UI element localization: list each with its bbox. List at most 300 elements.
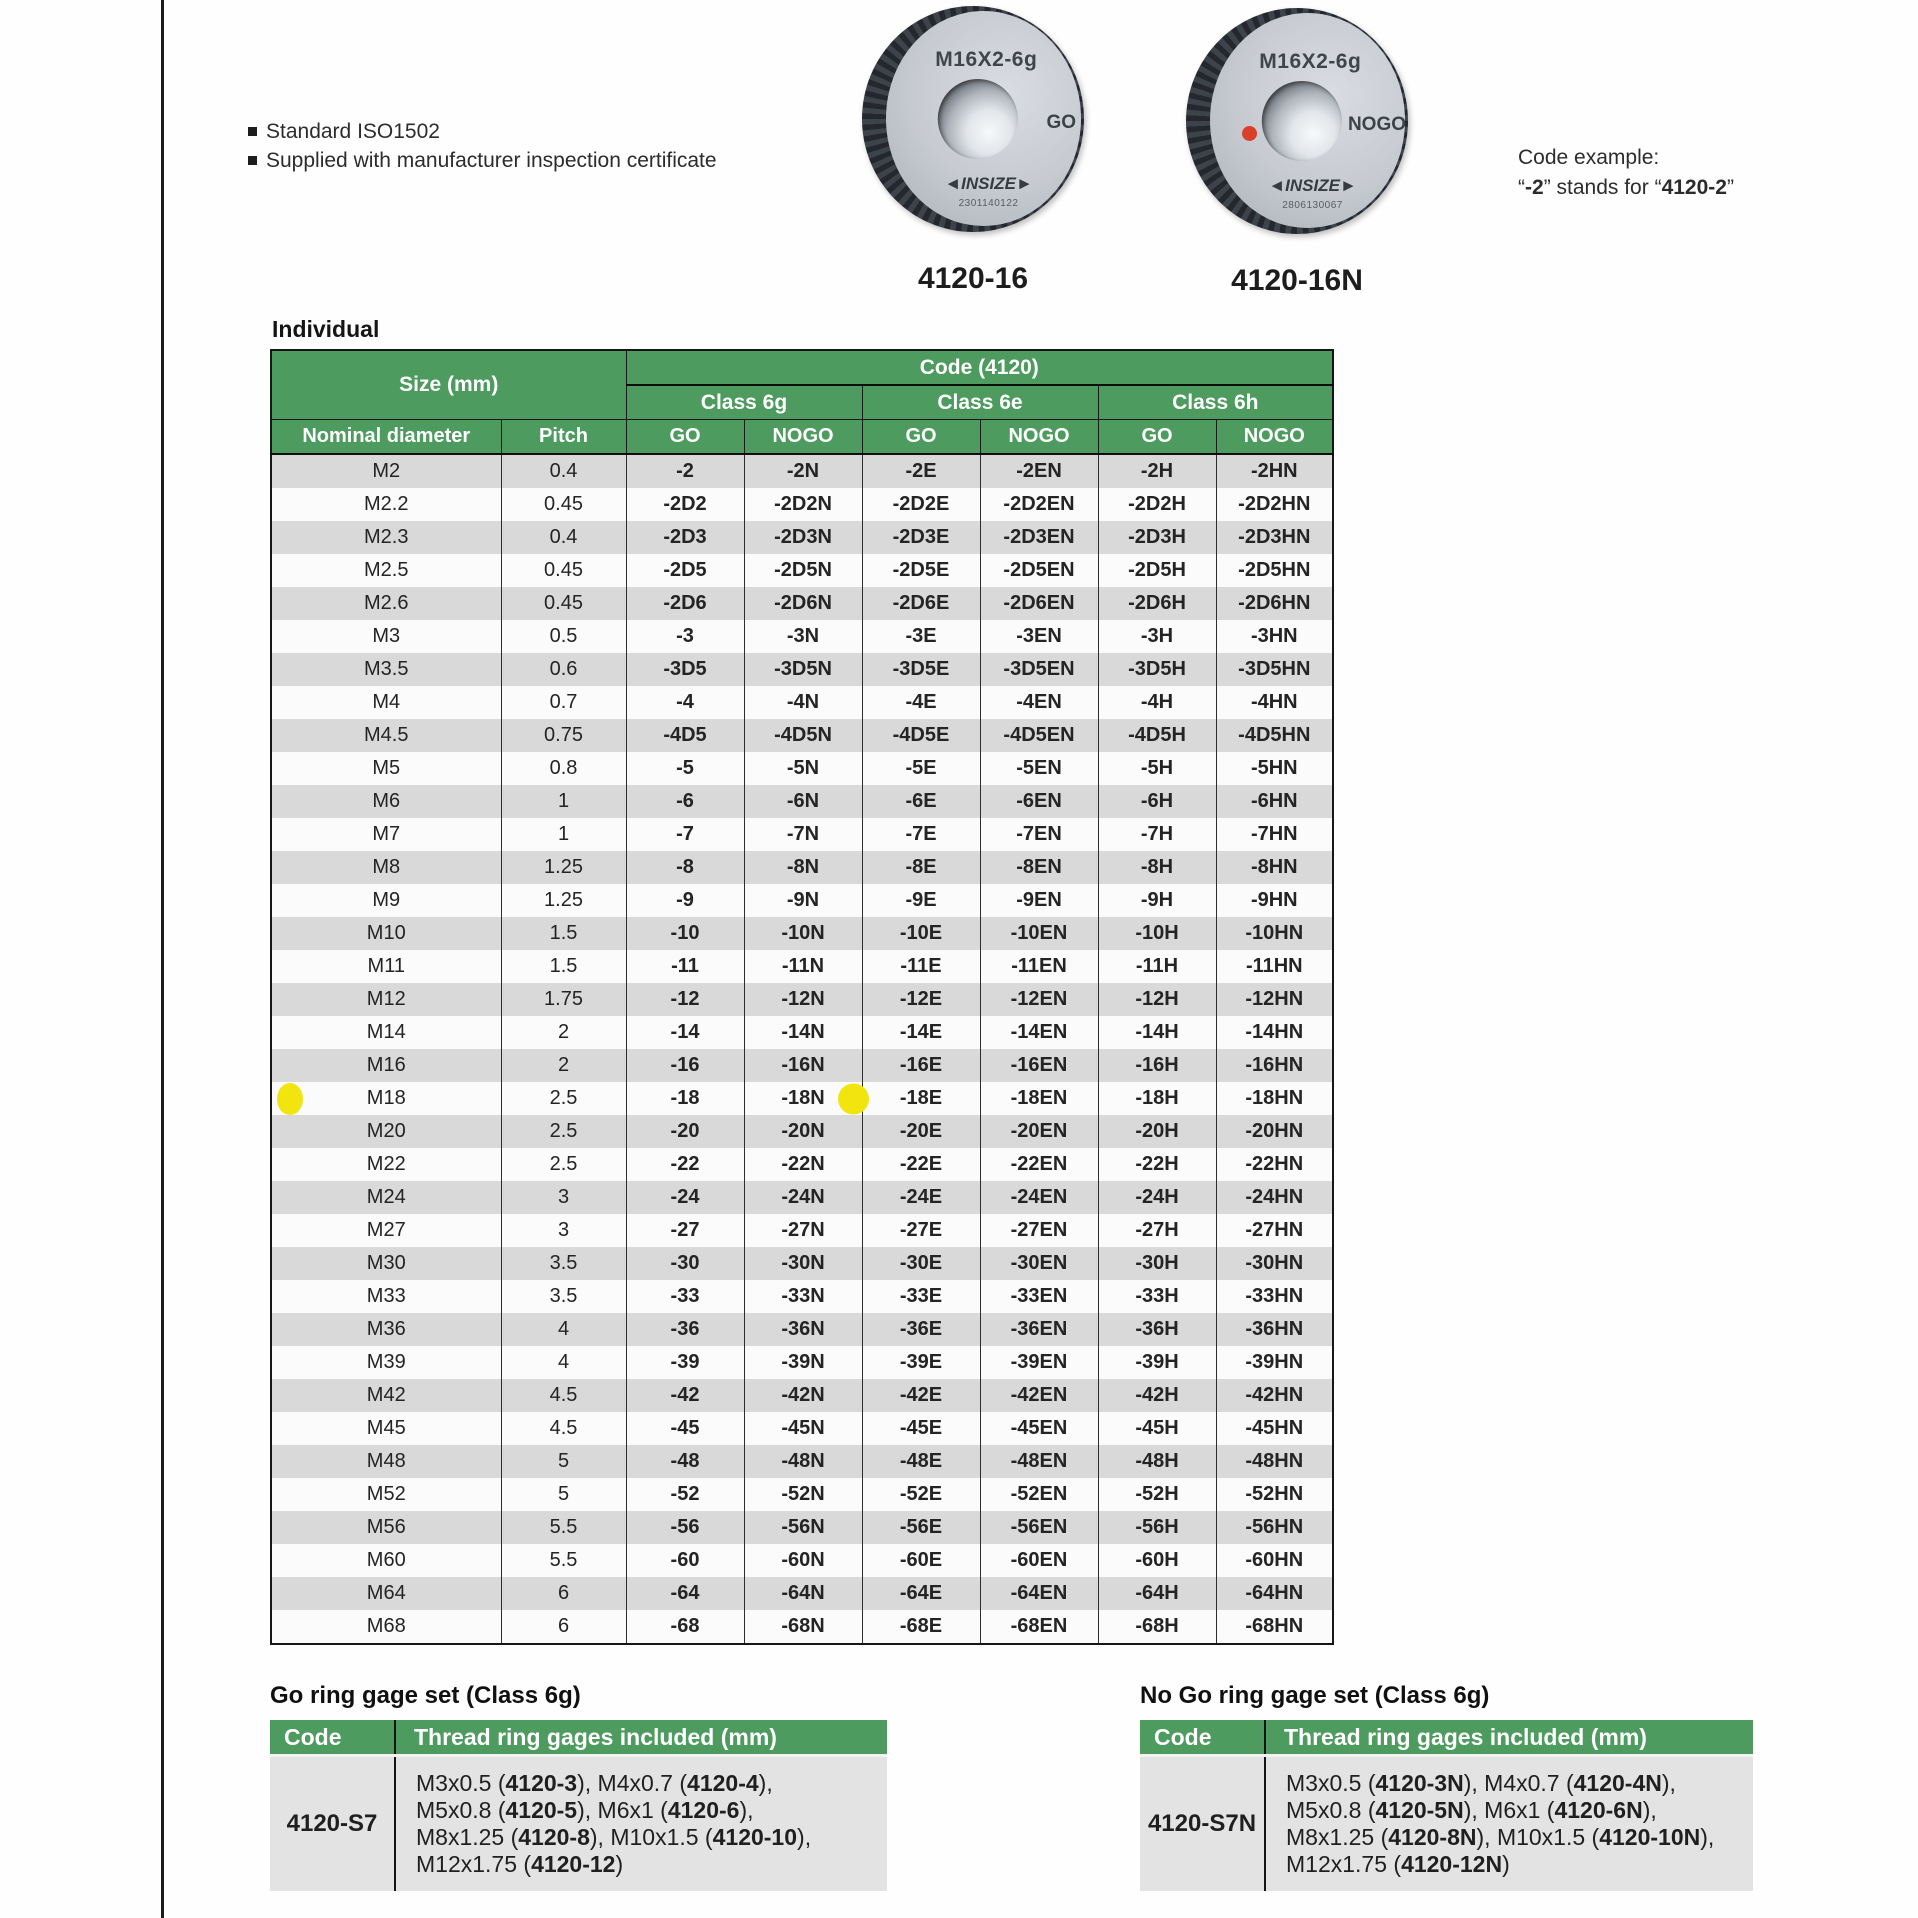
pitch-cell: 5 [501,1445,626,1478]
code-cell: -9 [626,884,744,917]
code-cell: -42E [862,1379,980,1412]
nominal-diameter-cell: M22 [271,1148,501,1181]
code-cell: -48N [744,1445,862,1478]
code-cell: -14EN [980,1016,1098,1049]
code-cell: -56E [862,1511,980,1544]
nominal-diameter-cell: M4.5 [271,719,501,752]
bullet-text: Supplied with manufacturer inspection certificate [266,149,717,172]
size-row-M22 [271,1148,1333,1181]
code-cell: -27HN [1216,1214,1333,1247]
product-code-caption: 4120-16 [917,262,1029,295]
class-6g-header: Class 6g [626,385,862,420]
product-code-caption: 4120-16N [1231,264,1363,297]
code-cell: -18H [1098,1082,1216,1115]
code-cell: -27H [1098,1214,1216,1247]
size-row-M2.6 [271,587,1333,620]
pitch-cell: 4.5 [501,1412,626,1445]
code-cell: -64N [744,1577,862,1610]
size-row-M9 [271,884,1333,917]
yellow-highlight-dot [838,1083,869,1114]
code-cell: -4D5 [626,719,744,752]
code-cell: -2D3HN [1216,521,1333,554]
code-cell: -39N [744,1346,862,1379]
nominal-diameter-cell: M11 [271,950,501,983]
code-cell: -52HN [1216,1478,1333,1511]
go-marking: GO [1046,112,1076,133]
code-cell: -45 [626,1412,744,1445]
code-cell: -20H [1098,1115,1216,1148]
pitch-cell: 3.5 [501,1280,626,1313]
code-example-text: “-2” stands for “4120-2” [1518,176,1734,199]
code-cell: -20E [862,1115,980,1148]
nominal-diameter-cell: M33 [271,1280,501,1313]
code-cell: -2D2HN [1216,488,1333,521]
nominal-diameter-cell: M68 [271,1610,501,1644]
pitch-cell: 2.5 [501,1115,626,1148]
code-cell: -7 [626,818,744,851]
nominal-diameter-cell: M6 [271,785,501,818]
code-cell: -22H [1098,1148,1216,1181]
code-cell: -56 [626,1511,744,1544]
code-cell: -5H [1098,752,1216,785]
code-cell: -14 [626,1016,744,1049]
code-cell: -42H [1098,1379,1216,1412]
code-cell: -56EN [980,1511,1098,1544]
pitch-cell: 0.7 [501,686,626,719]
bullet-text: Standard ISO1502 [266,120,440,143]
code-cell: -36N [744,1313,862,1346]
code-cell: -11 [626,950,744,983]
size-row-M3.5 [271,653,1333,686]
size-row-M48 [271,1445,1333,1478]
code-cell: -39H [1098,1346,1216,1379]
set-gages-line: M5x0.8 (4120-5), M6x1 (4120-6), [416,1797,754,1823]
code-cell: -22E [862,1148,980,1181]
code-cell: -42 [626,1379,744,1412]
code-cell: -9HN [1216,884,1333,917]
nominal-diameter-cell: M10 [271,917,501,950]
code-cell: -3N [744,620,862,653]
code-cell: -6H [1098,785,1216,818]
nominal-diameter-cell: M2.6 [271,587,501,620]
code-cell: -39 [626,1346,744,1379]
size-row-M8 [271,851,1333,884]
code-cell: -8EN [980,851,1098,884]
pitch-cell: 1 [501,818,626,851]
size-row-M42 [271,1379,1333,1412]
code-cell: -64EN [980,1577,1098,1610]
code-cell: -2 [626,454,744,488]
nominal-diameter-cell: M30 [271,1247,501,1280]
set-gages-header: Thread ring gages included (mm) [1265,1720,1753,1756]
set-code-header: Code [1140,1720,1265,1756]
size-row-M7 [271,818,1333,851]
code-cell: -3D5N [744,653,862,686]
code-cell: -7N [744,818,862,851]
nominal-diameter-cell: M56 [271,1511,501,1544]
nominal-diameter-cell: M9 [271,884,501,917]
pitch-cell: 5.5 [501,1544,626,1577]
size-row-M68 [271,1610,1333,1644]
nominal-diameter-cell: M2.5 [271,554,501,587]
code-cell: -48H [1098,1445,1216,1478]
code-cell: -12EN [980,983,1098,1016]
size-row-M33 [271,1280,1333,1313]
code-cell: -3D5HN [1216,653,1333,686]
code-cell: -2D2 [626,488,744,521]
pitch-cell: 4.5 [501,1379,626,1412]
nominal-diameter-cell: M2 [271,454,501,488]
individual-size-code-table [270,349,1334,1645]
pitch-cell: 4 [501,1313,626,1346]
code-cell: -18N [744,1082,862,1115]
set-gages-line: M3x0.5 (4120-3N), M4x0.7 (4120-4N), [1286,1770,1676,1796]
size-row-M14 [271,1016,1333,1049]
code-cell: -11N [744,950,862,983]
code-cell: -10 [626,917,744,950]
code-cell: -12HN [1216,983,1333,1016]
code-cell: -64 [626,1577,744,1610]
code-cell: -9N [744,884,862,917]
size-row-M18 [271,1082,1333,1115]
pitch-header: Pitch [501,420,626,455]
nogo-set-title: No Go ring gage set (Class 6g) [1140,1682,1490,1709]
code-cell: -4H [1098,686,1216,719]
code-cell: -14E [862,1016,980,1049]
feature-bullets [248,120,717,178]
nogo-6e-header: NOGO [980,420,1098,455]
code-cell: -11HN [1216,950,1333,983]
code-cell: -39HN [1216,1346,1333,1379]
code-cell: -4D5E [862,719,980,752]
size-row-M2 [271,454,1333,488]
code-cell: -4D5N [744,719,862,752]
code-cell: -42HN [1216,1379,1333,1412]
code-cell: -8N [744,851,862,884]
code-cell: -24EN [980,1181,1098,1214]
code-cell: -45H [1098,1412,1216,1445]
code-cell: -2HN [1216,454,1333,488]
code-cell: -12E [862,983,980,1016]
pitch-cell: 0.4 [501,454,626,488]
code-cell: -5EN [980,752,1098,785]
go-6g-header: GO [626,420,744,455]
go-set-section [270,1682,887,1891]
nominal-diameter-cell: M2.2 [271,488,501,521]
nominal-diameter-cell: M3.5 [271,653,501,686]
code-cell: -20 [626,1115,744,1148]
pitch-cell: 0.45 [501,554,626,587]
nominal-diameter-cell: M7 [271,818,501,851]
code-cell: -64HN [1216,1577,1333,1610]
size-row-M4.5 [271,719,1333,752]
pitch-cell: 3 [501,1214,626,1247]
go-set-title: Go ring gage set (Class 6g) [270,1682,581,1709]
code-cell: -24H [1098,1181,1216,1214]
code-cell: -5HN [1216,752,1333,785]
insize-logo: ◄INSIZE► [1268,176,1357,195]
code-cell: -4EN [980,686,1098,719]
code-cell: -18HN [1216,1082,1333,1115]
code-cell: -2D5EN [980,554,1098,587]
nominal-diameter-cell: M4 [271,686,501,719]
code-cell: -2H [1098,454,1216,488]
code-cell: -2D2E [862,488,980,521]
code-cell: -30H [1098,1247,1216,1280]
code-cell: -9EN [980,884,1098,917]
class-6e-header: Class 6e [862,385,1098,420]
size-row-M45 [271,1412,1333,1445]
code-cell: -3E [862,620,980,653]
code-cell: -2D6HN [1216,587,1333,620]
code-cell: -2EN [980,454,1098,488]
nominal-diameter-cell: M14 [271,1016,501,1049]
code-cell: -10HN [1216,917,1333,950]
code-cell: -14HN [1216,1016,1333,1049]
pitch-cell: 5.5 [501,1511,626,1544]
code-cell: -18E [862,1082,980,1115]
code-cell: -48E [862,1445,980,1478]
set-gages-list [395,1756,887,1892]
code-cell: -24HN [1216,1181,1333,1214]
code-cell: -10E [862,917,980,950]
code-cell: -30N [744,1247,862,1280]
nominal-diameter-cell: M45 [271,1412,501,1445]
pitch-cell: 6 [501,1577,626,1610]
code-cell: -6EN [980,785,1098,818]
pitch-cell: 1.75 [501,983,626,1016]
code-cell: -14H [1098,1016,1216,1049]
code-cell: -48HN [1216,1445,1333,1478]
size-row-M64 [271,1577,1333,1610]
nominal-diameter-cell: M20 [271,1115,501,1148]
code-cell: -8HN [1216,851,1333,884]
code-cell: -27EN [980,1214,1098,1247]
pitch-cell: 2 [501,1049,626,1082]
code-cell: -9E [862,884,980,917]
nominal-diameter-cell: M39 [271,1346,501,1379]
go-6e-header: GO [862,420,980,455]
code-cell: -27N [744,1214,862,1247]
insize-logo: ◄INSIZE► [944,174,1033,193]
code-cell: -2D6 [626,587,744,620]
yellow-highlight-dot [277,1083,303,1115]
code-cell: -48 [626,1445,744,1478]
code-cell: -56H [1098,1511,1216,1544]
pitch-cell: 0.8 [501,752,626,785]
code-cell: -11EN [980,950,1098,983]
pitch-cell: 1.5 [501,917,626,950]
code-cell: -2D5H [1098,554,1216,587]
nogo-6g-header: NOGO [744,420,862,455]
code-cell: -16 [626,1049,744,1082]
ring-serial-number: 2806130067 [1282,200,1343,211]
code-cell: -60E [862,1544,980,1577]
set-code-header: Code [270,1720,395,1756]
code-cell: -27E [862,1214,980,1247]
set-gages-line: M3x0.5 (4120-3), M4x0.7 (4120-4), [416,1770,773,1796]
code-cell: -2D2H [1098,488,1216,521]
pitch-cell: 0.6 [501,653,626,686]
code-cell: -30 [626,1247,744,1280]
size-row-M39 [271,1346,1333,1379]
nogo-marking: NOGO [1347,114,1406,135]
code-cell: -52E [862,1478,980,1511]
code-cell: -68HN [1216,1610,1333,1644]
size-row-M2.5 [271,554,1333,587]
code-cell: -3H [1098,620,1216,653]
code-cell: -12H [1098,983,1216,1016]
set-gages-line: M12x1.75 (4120-12N) [1286,1851,1510,1877]
code-cell: -22 [626,1148,744,1181]
code-cell: -36E [862,1313,980,1346]
code-cell: -20N [744,1115,862,1148]
code-cell: -36HN [1216,1313,1333,1346]
nominal-diameter-cell: M8 [271,851,501,884]
code-cell: -64E [862,1577,980,1610]
code-cell: -8E [862,851,980,884]
code-cell: -6HN [1216,785,1333,818]
code-cell: -4N [744,686,862,719]
code-cell: -16H [1098,1049,1216,1082]
code-cell: -11E [862,950,980,983]
code-cell: -22N [744,1148,862,1181]
code-cell: -3EN [980,620,1098,653]
code-cell: -2D2N [744,488,862,521]
code-cell: -2D5HN [1216,554,1333,587]
code-cell: -33N [744,1280,862,1313]
page-edge-rule [161,0,164,1918]
code-example-note [1518,143,1734,203]
code-cell: -60HN [1216,1544,1333,1577]
code-cell: -30E [862,1247,980,1280]
class-6h-header: Class 6h [1098,385,1333,420]
code-cell: -3D5 [626,653,744,686]
square-bullet-icon [248,127,257,136]
code-cell: -10N [744,917,862,950]
code-cell: -16E [862,1049,980,1082]
code-cell: -68H [1098,1610,1216,1644]
code-cell: -24N [744,1181,862,1214]
pitch-cell: 0.75 [501,719,626,752]
code-cell: -36 [626,1313,744,1346]
code-cell: -7H [1098,818,1216,851]
code-cell: -20EN [980,1115,1098,1148]
nominal-diameter-cell: M48 [271,1445,501,1478]
code-cell: -18EN [980,1082,1098,1115]
set-code-value: 4120-S7 [270,1756,395,1892]
nogo-ring-gage-image [1186,8,1408,297]
code-cell: -36EN [980,1313,1098,1346]
code-cell: -16N [744,1049,862,1082]
code-cell: -2D3EN [980,521,1098,554]
bullet-item [248,149,717,172]
code-cell: -42EN [980,1379,1098,1412]
code-cell: -24E [862,1181,980,1214]
nominal-diameter-cell: M60 [271,1544,501,1577]
size-row-M60 [271,1544,1333,1577]
nominal-diameter-header: Nominal diameter [271,420,501,455]
code-cell: -60N [744,1544,862,1577]
ring-threaded-hole [1262,81,1342,161]
size-row-M16 [271,1049,1333,1082]
code-cell: -4 [626,686,744,719]
set-code-value: 4120-S7N [1140,1756,1265,1892]
code-cell: -45N [744,1412,862,1445]
code-cell: -4E [862,686,980,719]
code-cell: -33HN [1216,1280,1333,1313]
pitch-cell: 1.25 [501,851,626,884]
code-4120-header: Code (4120) [626,350,1333,385]
size-row-M5 [271,752,1333,785]
size-row-M2.3 [271,521,1333,554]
code-cell: -7EN [980,818,1098,851]
size-row-M12 [271,983,1333,1016]
code-cell: -2D5E [862,554,980,587]
nominal-diameter-cell: M64 [271,1577,501,1610]
code-cell: -36H [1098,1313,1216,1346]
code-cell: -16EN [980,1049,1098,1082]
code-cell: -6E [862,785,980,818]
code-cell: -16HN [1216,1049,1333,1082]
bullet-item [248,120,717,143]
nominal-diameter-cell: M16 [271,1049,501,1082]
size-row-M2.2 [271,488,1333,521]
code-cell: -39E [862,1346,980,1379]
code-cell: -48EN [980,1445,1098,1478]
nominal-diameter-cell: M24 [271,1181,501,1214]
code-cell: -2D3H [1098,521,1216,554]
nogo-set-section [1140,1682,1753,1891]
code-cell: -30HN [1216,1247,1333,1280]
code-cell: -6 [626,785,744,818]
nogo-6h-header: NOGO [1216,420,1333,455]
nogo-red-dot [1242,126,1257,141]
set-gages-list [1265,1756,1753,1892]
code-cell: -56N [744,1511,862,1544]
ring-size-engraving: M16X2-6g [1259,50,1362,73]
code-cell: -3 [626,620,744,653]
code-cell: -60EN [980,1544,1098,1577]
code-cell: -60H [1098,1544,1216,1577]
code-cell: -45EN [980,1412,1098,1445]
code-cell: -2N [744,454,862,488]
code-cell: -11H [1098,950,1216,983]
pitch-cell: 1.5 [501,950,626,983]
ring-size-engraving: M16X2-6g [935,48,1038,71]
pitch-cell: 3.5 [501,1247,626,1280]
nominal-diameter-cell: M18 [271,1082,501,1115]
code-cell: -3D5H [1098,653,1216,686]
go-ring-gage-image [862,6,1084,295]
code-cell: -12N [744,983,862,1016]
size-row-M11 [271,950,1333,983]
code-cell: -7HN [1216,818,1333,851]
size-row-M27 [271,1214,1333,1247]
pitch-cell: 4 [501,1346,626,1379]
code-cell: -4D5EN [980,719,1098,752]
code-cell: -68N [744,1610,862,1644]
pitch-cell: 0.45 [501,587,626,620]
pitch-cell: 2.5 [501,1148,626,1181]
size-row-M52 [271,1478,1333,1511]
size-row-M36 [271,1313,1333,1346]
code-cell: -8 [626,851,744,884]
code-cell: -64H [1098,1577,1216,1610]
code-cell: -52H [1098,1478,1216,1511]
go-set-table [270,1720,887,1891]
code-cell: -8H [1098,851,1216,884]
